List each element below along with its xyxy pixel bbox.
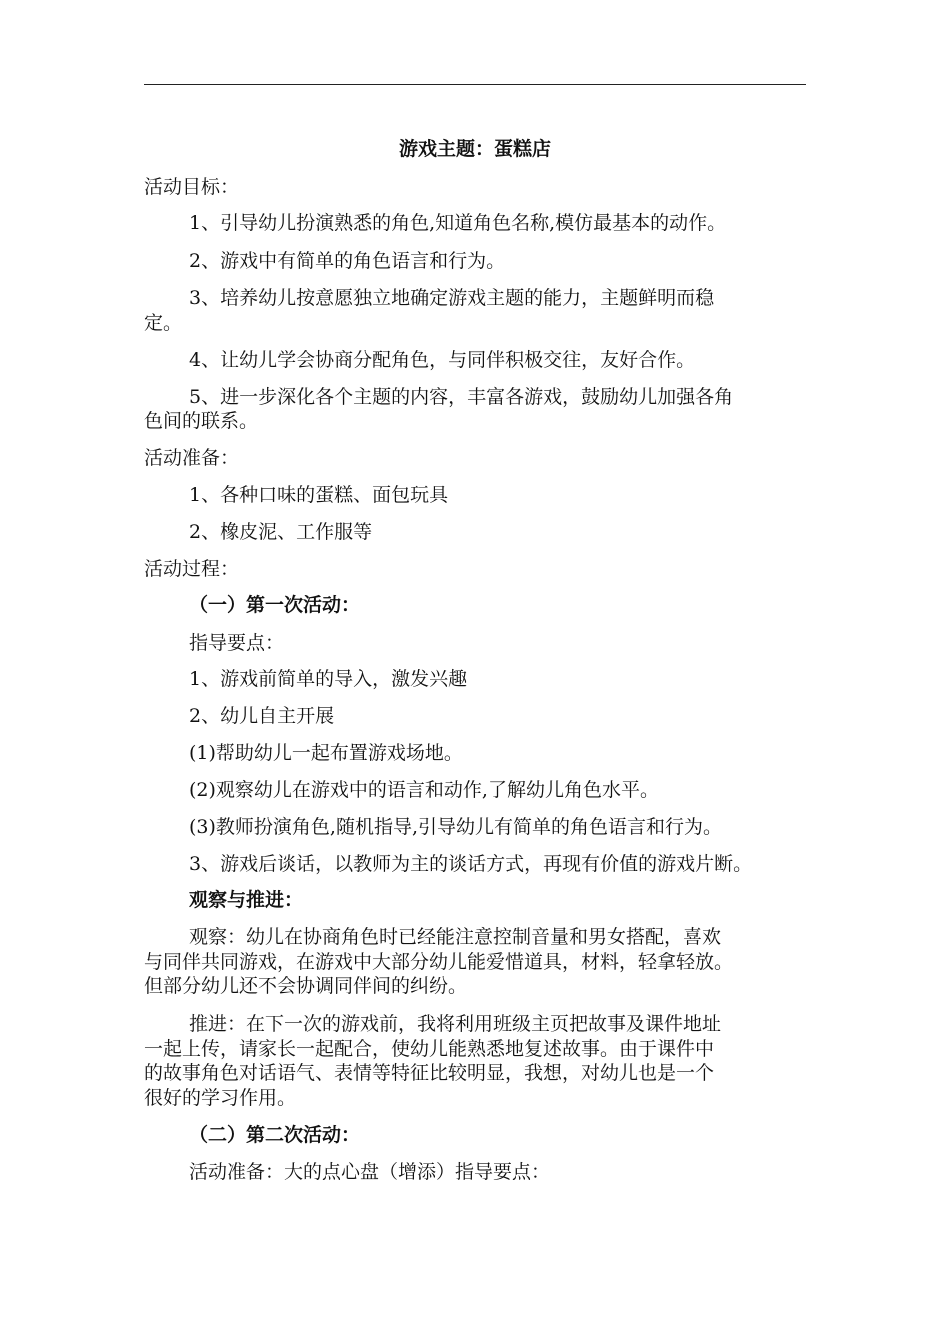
observation-line: 与同伴共同游戏，在游戏中大部分幼儿能爱惜道具，材料，轻拿轻放。 <box>144 951 734 973</box>
goal-item: 3、培养幼儿按意愿独立地确定游戏主题的能力，主题鲜明而稳 <box>189 287 715 309</box>
observe-heading: 观察与推进： <box>189 889 304 911</box>
prep-item: 1、各种口味的蛋糕、面包玩具 <box>189 484 449 506</box>
goal-item-continuation: 色间的联系。 <box>144 410 259 432</box>
goal-item-continuation: 定。 <box>144 312 183 334</box>
advance-line: 一起上传，请家长一起配合，使幼儿能熟悉地复述故事。由于课件中 <box>144 1038 715 1060</box>
guide-point: 1、游戏前简单的导入，激发兴趣 <box>189 668 468 690</box>
header-rule <box>144 84 806 85</box>
guide-point: 3、游戏后谈话，以教师为主的谈话方式，再现有价值的游戏片断。 <box>189 853 753 875</box>
first-activity-heading: （一）第一次活动： <box>189 594 361 616</box>
goal-item: 1、引导幼儿扮演熟悉的角色,知道角色名称,模仿最基本的动作。 <box>189 212 727 234</box>
second-activity-heading: （二）第二次活动： <box>189 1124 361 1146</box>
guide-point: 2、幼儿自主开展 <box>189 705 335 727</box>
guide-subpoint: (3)教师扮演角色,随机指导,引导幼儿有简单的角色语言和行为。 <box>189 816 722 838</box>
goal-item: 4、让幼儿学会协商分配角色，与同伴积极交往，友好合作。 <box>189 349 696 371</box>
goals-heading: 活动目标： <box>144 176 240 198</box>
guide-subpoint: (2)观察幼儿在游戏中的语言和动作,了解幼儿角色水平。 <box>189 779 659 801</box>
prep-item: 2、橡皮泥、工作服等 <box>189 521 373 543</box>
goal-item: 2、游戏中有简单的角色语言和行为。 <box>189 250 506 272</box>
prep-heading: 活动准备： <box>144 447 240 469</box>
observation-line: 但部分幼儿还不会协调同伴间的纠纷。 <box>144 975 468 997</box>
guide-subpoint: (1)帮助幼儿一起布置游戏场地。 <box>189 742 463 764</box>
observation-line: 观察：幼儿在协商角色时已经能注意控制音量和男女搭配，喜欢 <box>189 926 722 948</box>
advance-line: 很好的学习作用。 <box>144 1087 297 1109</box>
second-activity-prep: 活动准备：大的点心盘（增添）指导要点： <box>189 1161 551 1183</box>
advance-line: 推进：在下一次的游戏前，我将利用班级主页把故事及课件地址 <box>189 1013 722 1035</box>
guide-heading: 指导要点： <box>189 632 285 654</box>
advance-line: 的故事角色对话语气、表情等特征比较明显，我想，对幼儿也是一个 <box>144 1062 715 1084</box>
process-heading: 活动过程： <box>144 558 240 580</box>
goal-item: 5、进一步深化各个主题的内容，丰富各游戏，鼓励幼儿加强各角 <box>189 386 734 408</box>
document-title: 游戏主题：蛋糕店 <box>398 138 551 160</box>
